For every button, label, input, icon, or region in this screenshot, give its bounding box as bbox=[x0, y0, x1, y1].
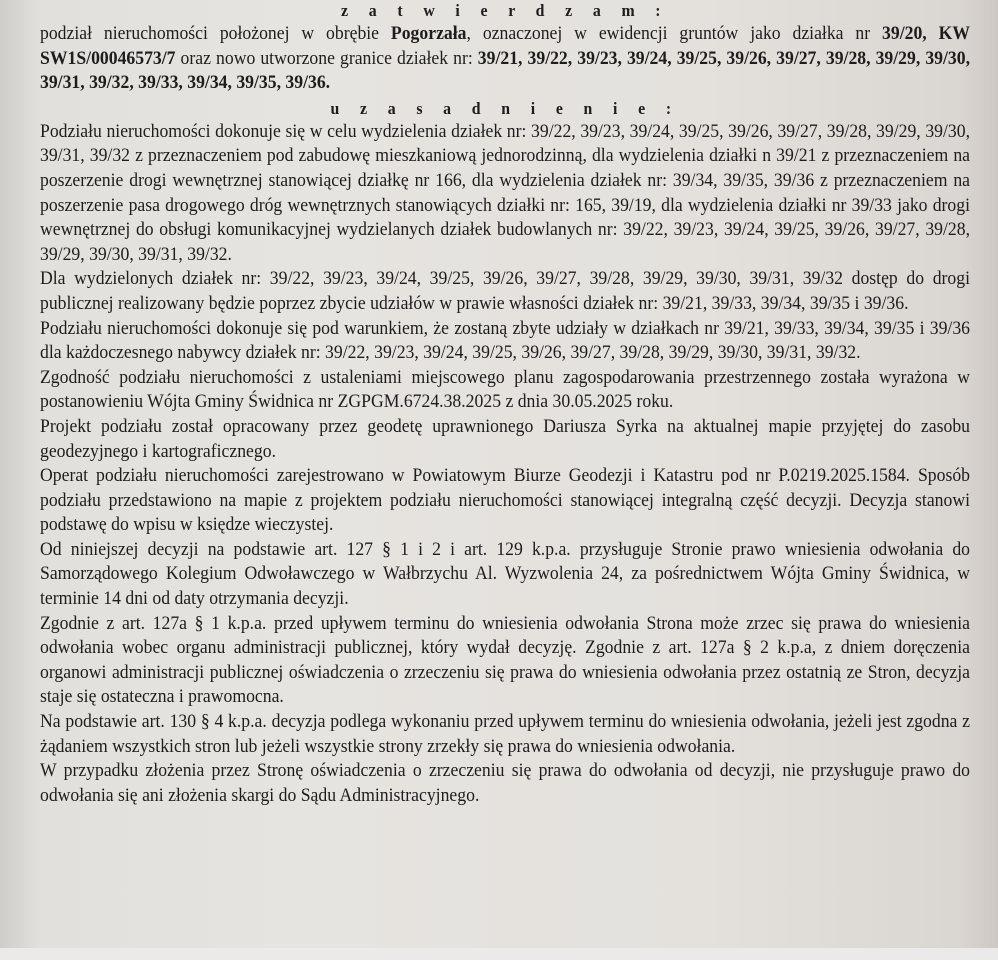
justification-paragraph-4: Zgodność podziału nieruchomości z ustaleniami miejscowego planu zagospodarowania przestrzennego została wyrażona w postanowieniu Wójta Gminy Świdnica nr ZGPGM.6724.38.2025 z dnia 30.05.2025 roku. bbox=[40, 366, 970, 413]
approve-paragraph bbox=[40, 22, 970, 96]
justification-paragraph-3: Podziału nieruchomości dokonuje się pod warunkiem, że zostaną zbyte udziały w działkach nr 39/21, 39/33, 39/34, 39/35 i 39/36 dla każdoczesnego nabywcy działek nr: 39/22, 39/23, 39/24, 39/25, 39/26, 39/27, 39/28, 39/29, 39/30, 39/31, 39/32. bbox=[40, 317, 970, 364]
justification-paragraph-7: Od niniejszej decyzji na podstawie art. 127 § 1 i 2 i art. 129 k.p.a. przysługuje Stronie prawo wniesienia odwołania do Samorządowego Kolegium Odwoławczego w Wałbrzychu Al. Wyzwolenia 24, za pośrednictwem Wójta Gminy Świdnica, w terminie 14 dni od daty otrzymania decyzji. bbox=[40, 538, 970, 610]
justification-paragraph-9: Na podstawie art. 130 § 4 k.p.a. decyzja podlega wykonaniu przed upływem terminu do wniesienia odwołania, jeżeli jest zgodna z żądaniem wszystkich stron lub jeżeli wszystkie strony zrzekły się prawa do wniesienia odwołania. bbox=[40, 711, 970, 757]
approve-text-2: , oznaczonej w ewidencji gruntów jako działka nr bbox=[466, 23, 883, 44]
parcel-number: 39/20, KW SW1S/00046573/7 bbox=[40, 23, 971, 69]
justification-paragraph-5: Projekt podziału został opracowany przez geodetę uprawnionego Dariusza Syrka na aktualnej mapie przyjętej do zasobu geodezyjnego i kartograficznego. bbox=[40, 415, 970, 462]
heading-approve: z a t w i e r d z a m : bbox=[341, 1, 669, 20]
justification-paragraph-2: Dla wydzielonych działek nr: 39/22, 39/23, 39/24, 39/25, 39/26, 39/27, 39/28, 39/29, 39/30, 39/31, 39/32 dostęp do drogi publicznej realizowany będzie poprzez zbycie udziałów w prawie własności działek nr: 39/21, 39/33, 39/34, 39/35 i 39/36. bbox=[40, 268, 970, 314]
precinct-name: Pogorzała bbox=[390, 23, 467, 44]
page-bottom-edge bbox=[0, 948, 998, 960]
new-parcels-list: 39/21, 39/22, 39/23, 39/24, 39/25, 39/26, 39/27, 39/28, 39/29, 39/30, 39/31, 39/32, 39/33, 39/34, 39/35, 39/36. bbox=[40, 47, 970, 94]
justification-paragraph-1: Podziału nieruchomości dokonuje się w celu wydzielenia działek nr: 39/22, 39/23, 39/24, 39/25, 39/26, 39/27, 39/28, 39/29, 39/30, 39/31, 39/32 z przeznaczeniem pod zabudowę mieszkaniową jednorodzinną, dla wydzielenia działki n 39/21 z przeznaczeniem na poszerzenie drogi wewnętrznej stanowiącej działkę nr 166, dla wydzielenia działek nr: 39/34, 39/35, 39/36 z przeznaczeniem na poszerzenie pasa drogowego dróg wewnętrznych stanowiących działki nr: 165, 39/19, dla wydzielenia działki nr 39/33 jako drogi wewnętrznej do obsługi komunikacyjnej wydzielanych działek budowlanych nr: 39/22, 39/23, 39/24, 39/25, 39/26, 39/27, 39/28, 39/29, 39/30, 39/31, 39/32. bbox=[40, 120, 970, 265]
justification-paragraph-8: Zgodnie z art. 127a § 1 k.p.a. przed upływem terminu do wniesienia odwołania Strona może zrzec się prawa do wniesienia odwołania wobec organu administracji publicznej, który wydał decyzję. Zgodnie z art. 127a § 2 k.p.a, z dniem doręczenia organowi administracji publicznej oświadczenia o zrzeczeniu się prawa do wniesienia odwołania przez ostatnią ze Stron, decyzja staje się ostateczna i prawomocna. bbox=[40, 612, 970, 708]
heading-justification: u z a s a d n i e n i e : bbox=[330, 98, 680, 118]
justification-paragraph-6: Operat podziału nieruchomości zarejestrowano w Powiatowym Biurze Geodezji i Katastru pod nr P.0219.2025.1584. Sposób podziału przedstawiono na mapie z projektem podziału nieruchomości stanowiącej integralną część decyzji. Decyzja stanowi podstawę do wpisu w księdze wieczystej. bbox=[40, 465, 970, 536]
approve-text-1: podział nieruchomości położonej w obrębie bbox=[40, 23, 391, 44]
justification-paragraph-10: W przypadku złożenia przez Stronę oświadczenia o zrzeczeniu się prawa do odwołania od decyzji, nie przysługuje prawo do odwołania się ani złożenia skargi do Sądu Administracyjnego. bbox=[40, 760, 970, 806]
approve-text-3: oraz nowo utworzone granice działek nr: bbox=[175, 47, 478, 69]
document-body bbox=[40, 0, 970, 808]
